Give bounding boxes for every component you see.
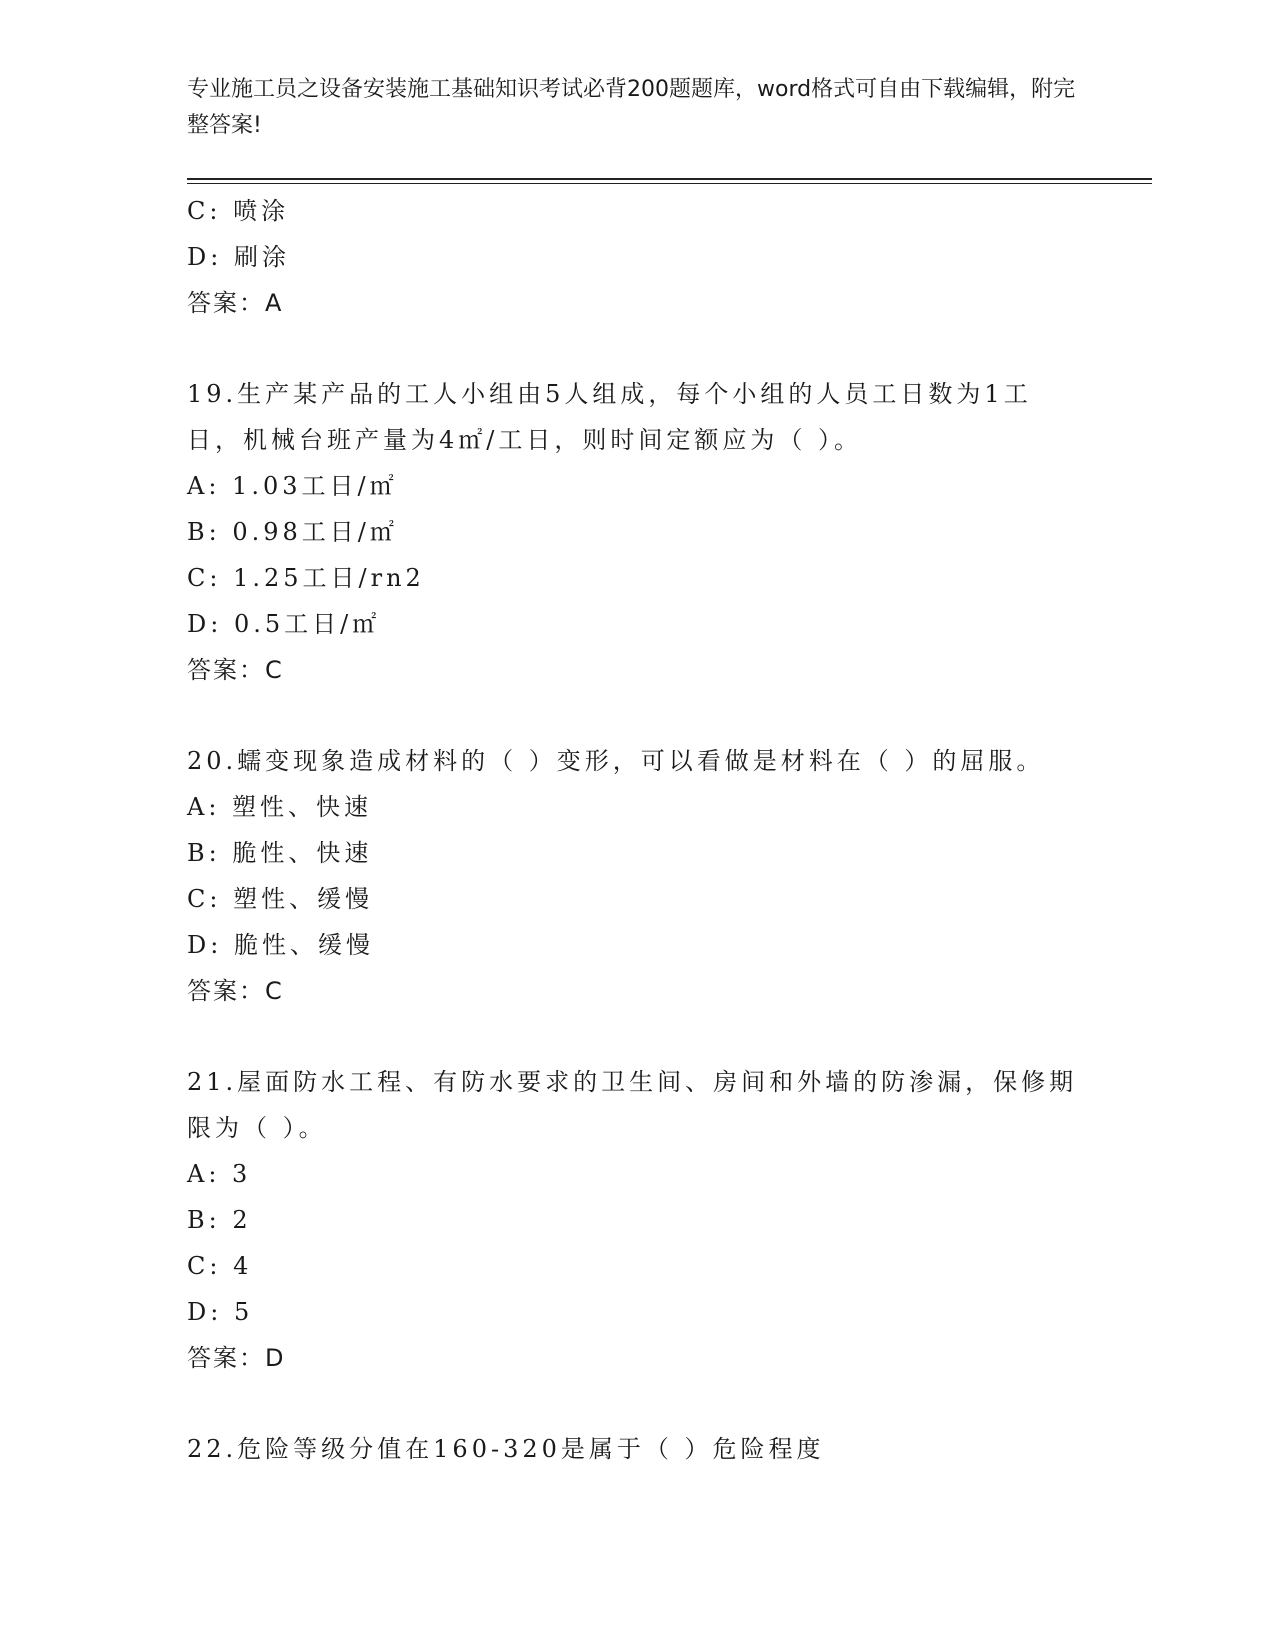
option-b: B: 0.98工日/㎡: [187, 518, 398, 546]
header-divider-thick: [187, 178, 1152, 180]
option-d: D: 0.5工日/㎡: [187, 610, 381, 638]
question-19: [187, 371, 1087, 693]
question-22: [187, 1426, 1087, 1472]
question-content: [187, 188, 1087, 1472]
question-stem: 19.生产某产品的工人小组由5人组成，每个小组的人员工日数为1工日，机械台班产量为4㎡/工日，则时间定额应为（ ）。: [187, 380, 1032, 454]
option-d: D: 5: [187, 1298, 254, 1326]
header-divider-thin: [187, 183, 1152, 184]
header-title: 专业施工员之设备安装施工基础知识考试必背200题题库，word格式可自由下载编辑，附完整答案!: [187, 77, 1076, 138]
option-b: B: 脆性、快速: [187, 839, 373, 867]
option-c: C: 塑性、缓慢: [187, 885, 374, 913]
answer-line: 答案：C: [187, 977, 284, 1005]
option-c: C: 喷涂: [187, 197, 290, 225]
question-20: [187, 738, 1087, 1014]
option-c: C: 4: [187, 1252, 253, 1280]
document-header: [187, 72, 1087, 144]
option-d: D: 刷涂: [187, 243, 290, 271]
answer-line: 答案：D: [187, 1344, 286, 1372]
continued-question: [187, 188, 1087, 326]
option-c: C: 1.25工日/rn2: [187, 564, 425, 592]
option-a: A: 3: [187, 1160, 252, 1188]
option-a: A: 1.03工日/㎡: [187, 472, 398, 500]
question-stem: 22.危险等级分值在160-320是属于（ ）危险程度: [187, 1435, 825, 1463]
option-b: B: 2: [187, 1206, 252, 1234]
question-stem: 21.屋面防水工程、有防水要求的卫生间、房间和外墙的防渗漏，保修期限为（ ）。: [187, 1068, 1078, 1142]
option-d: D: 脆性、缓慢: [187, 931, 374, 959]
option-a: A: 塑性、快速: [187, 793, 373, 821]
question-stem: 20.蠕变现象造成材料的（ ）变形，可以看做是材料在（ ）的屈服。: [187, 747, 1045, 775]
answer-line: 答案：C: [187, 656, 284, 684]
answer-line: 答案：A: [187, 289, 284, 317]
question-21: [187, 1059, 1087, 1381]
